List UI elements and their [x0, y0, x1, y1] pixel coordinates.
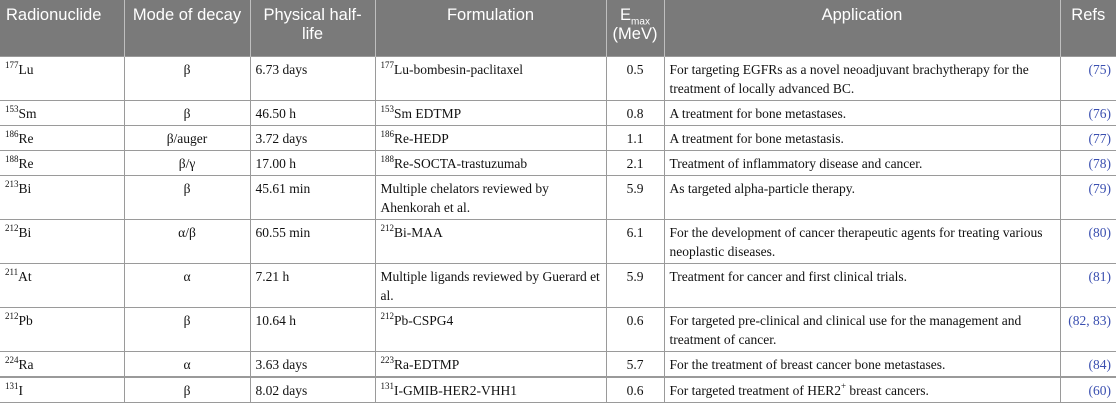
cell-application: [664, 308, 1060, 352]
cell-formulation: [375, 308, 606, 352]
element-symbol: At: [18, 269, 32, 284]
cell-mode-of-decay: β/auger: [124, 126, 250, 151]
header-emax-unit: (MeV): [612, 25, 658, 43]
cell-formulation: [375, 377, 606, 403]
table-row: [0, 126, 1116, 151]
application-tail: breast cancers.: [846, 383, 929, 398]
header-mode-of-decay: Mode of decay: [124, 0, 250, 57]
application-text: As targeted alpha-particle therapy.: [669, 181, 856, 196]
mass-number: 186: [5, 128, 19, 139]
header-emax: [606, 0, 664, 57]
formulation-mass: 223: [380, 354, 394, 365]
mass-number: 212: [5, 310, 19, 321]
cell-application: [664, 377, 1060, 403]
table-row: [0, 101, 1116, 126]
cell-emax: 0.5: [606, 57, 664, 101]
reference-link[interactable]: (60): [1060, 377, 1116, 403]
table-body: [0, 57, 1116, 403]
element-symbol: Bi: [18, 225, 32, 240]
element-symbol: Lu: [18, 62, 34, 77]
formulation-text: Lu-bombesin-paclitaxel: [394, 62, 523, 77]
application-text: A treatment for bone metastases.: [669, 106, 847, 121]
reference-link[interactable]: (77): [1060, 126, 1116, 151]
cell-emax: 1.1: [606, 126, 664, 151]
cell-emax: 5.9: [606, 264, 664, 308]
header-radionuclide: Radionuclide: [0, 0, 124, 57]
formulation-mass: 177: [380, 59, 394, 70]
table-row: [0, 264, 1116, 308]
cell-application: [664, 57, 1060, 101]
formulation-text: Re-SOCTA-trastuzumab: [394, 156, 528, 171]
cell-half-life: 46.50 h: [250, 101, 375, 126]
cell-half-life: 45.61 min: [250, 176, 375, 220]
cell-radionuclide: [0, 377, 124, 403]
cell-radionuclide: [0, 220, 124, 264]
cell-formulation: [375, 57, 606, 101]
application-text: For the development of cancer therapeutic agents for treating various neoplastic diseases.: [669, 225, 1043, 259]
reference-link[interactable]: (81): [1060, 264, 1116, 308]
cell-radionuclide: [0, 57, 124, 101]
table-row: [0, 377, 1116, 403]
cell-mode-of-decay: β: [124, 377, 250, 403]
table-header: [0, 0, 1116, 57]
mass-number: 212: [5, 222, 19, 233]
application-text: For targeted treatment of HER2: [669, 383, 841, 398]
reference-link[interactable]: (82, 83): [1060, 308, 1116, 352]
cell-formulation: [375, 220, 606, 264]
cell-radionuclide: [0, 101, 124, 126]
cell-mode-of-decay: β: [124, 308, 250, 352]
cell-radionuclide: [0, 176, 124, 220]
element-symbol: I: [18, 383, 23, 398]
mass-number: 188: [5, 153, 19, 164]
formulation-mass: 188: [380, 153, 394, 164]
cell-mode-of-decay: α: [124, 352, 250, 378]
mass-number: 131: [5, 380, 19, 391]
formulation-mass: 153: [380, 103, 394, 114]
cell-radionuclide: [0, 151, 124, 176]
cell-emax: 0.6: [606, 377, 664, 403]
reference-link[interactable]: (78): [1060, 151, 1116, 176]
formulation-text: Sm EDTMP: [394, 106, 462, 121]
formulation-text: Pb-CSPG4: [394, 313, 454, 328]
header-emax-base: E: [620, 6, 632, 24]
cell-half-life: 17.00 h: [250, 151, 375, 176]
cell-emax: 5.9: [606, 176, 664, 220]
formulation-text: Bi-MAA: [394, 225, 443, 240]
header-refs: Refs: [1060, 0, 1116, 57]
element-symbol: Sm: [18, 106, 37, 121]
mass-number: 153: [5, 103, 19, 114]
header-emax-sub: max: [631, 16, 650, 28]
cell-half-life: 60.55 min: [250, 220, 375, 264]
cell-application: [664, 126, 1060, 151]
application-text: For the treatment of breast cancer bone metastases.: [669, 357, 946, 372]
application-text: Treatment for cancer and first clinical trials.: [669, 269, 908, 284]
reference-link[interactable]: (79): [1060, 176, 1116, 220]
formulation-text: I-GMIB-HER2-VHH1: [394, 383, 517, 398]
cell-formulation: [375, 176, 606, 220]
header-formulation: Formulation: [375, 0, 606, 57]
reference-link[interactable]: (80): [1060, 220, 1116, 264]
cell-formulation: [375, 264, 606, 308]
cell-radionuclide: [0, 308, 124, 352]
application-sup: +: [840, 380, 847, 391]
mass-number: 211: [5, 266, 19, 277]
cell-emax: 5.7: [606, 352, 664, 378]
table-row: [0, 308, 1116, 352]
formulation-mass: 212: [380, 310, 394, 321]
mass-number: 177: [5, 59, 19, 70]
formulation-text: Ra-EDTMP: [394, 357, 460, 372]
cell-radionuclide: [0, 264, 124, 308]
header-row: [0, 0, 1116, 57]
cell-application: [664, 352, 1060, 378]
cell-half-life: 6.73 days: [250, 57, 375, 101]
cell-application: [664, 101, 1060, 126]
formulation-text: Multiple ligands reviewed by Guerard et al.: [380, 269, 600, 303]
element-symbol: Pb: [18, 313, 33, 328]
cell-application: [664, 176, 1060, 220]
cell-emax: 2.1: [606, 151, 664, 176]
cell-half-life: 10.64 h: [250, 308, 375, 352]
cell-mode-of-decay: β: [124, 57, 250, 101]
table-row: [0, 220, 1116, 264]
cell-half-life: 8.02 days: [250, 377, 375, 403]
cell-formulation: [375, 126, 606, 151]
cell-radionuclide: [0, 126, 124, 151]
application-text: Treatment of inflammatory disease and cancer.: [669, 156, 923, 171]
cell-formulation: [375, 151, 606, 176]
formulation-mass: 131: [380, 380, 394, 391]
table-row: [0, 352, 1116, 378]
cell-emax: 0.8: [606, 101, 664, 126]
cell-emax: 6.1: [606, 220, 664, 264]
header-application: Application: [664, 0, 1060, 57]
mass-number: 213: [5, 178, 19, 189]
formulation-text: Multiple chelators reviewed by Ahenkorah et al.: [380, 181, 549, 215]
cell-half-life: 3.72 days: [250, 126, 375, 151]
application-text: For targeted pre-clinical and clinical use for the management and treatment of cancer.: [669, 313, 1022, 347]
element-symbol: Re: [18, 156, 34, 171]
cell-mode-of-decay: α: [124, 264, 250, 308]
application-text: A treatment for bone metastasis.: [669, 131, 844, 146]
formulation-mass: 212: [380, 222, 394, 233]
cell-application: [664, 264, 1060, 308]
cell-mode-of-decay: β: [124, 176, 250, 220]
cell-formulation: [375, 352, 606, 378]
cell-half-life: 3.63 days: [250, 352, 375, 378]
cell-mode-of-decay: β: [124, 101, 250, 126]
cell-radionuclide: [0, 352, 124, 378]
cell-formulation: [375, 101, 606, 126]
table-row: [0, 57, 1116, 101]
cell-emax: 0.6: [606, 308, 664, 352]
header-physical-half-life: Physical half-life: [250, 0, 375, 57]
application-text: For targeting EGFRs as a novel neoadjuvant brachytherapy for the treatment of locally advanced BC.: [669, 62, 1029, 96]
cell-mode-of-decay: β/γ: [124, 151, 250, 176]
cell-mode-of-decay: α/β: [124, 220, 250, 264]
formulation-mass: 186: [380, 128, 394, 139]
reference-link[interactable]: (76): [1060, 101, 1116, 126]
mass-number: 224: [5, 354, 19, 365]
reference-link[interactable]: (84): [1060, 352, 1116, 378]
cell-application: [664, 151, 1060, 176]
cell-application: [664, 220, 1060, 264]
element-symbol: Ra: [18, 357, 34, 372]
element-symbol: Re: [18, 131, 34, 146]
cell-half-life: 7.21 h: [250, 264, 375, 308]
reference-link[interactable]: (75): [1060, 57, 1116, 101]
table-row: [0, 151, 1116, 176]
formulation-text: Re-HEDP: [394, 131, 449, 146]
table-row: [0, 176, 1116, 220]
element-symbol: Bi: [18, 181, 32, 196]
